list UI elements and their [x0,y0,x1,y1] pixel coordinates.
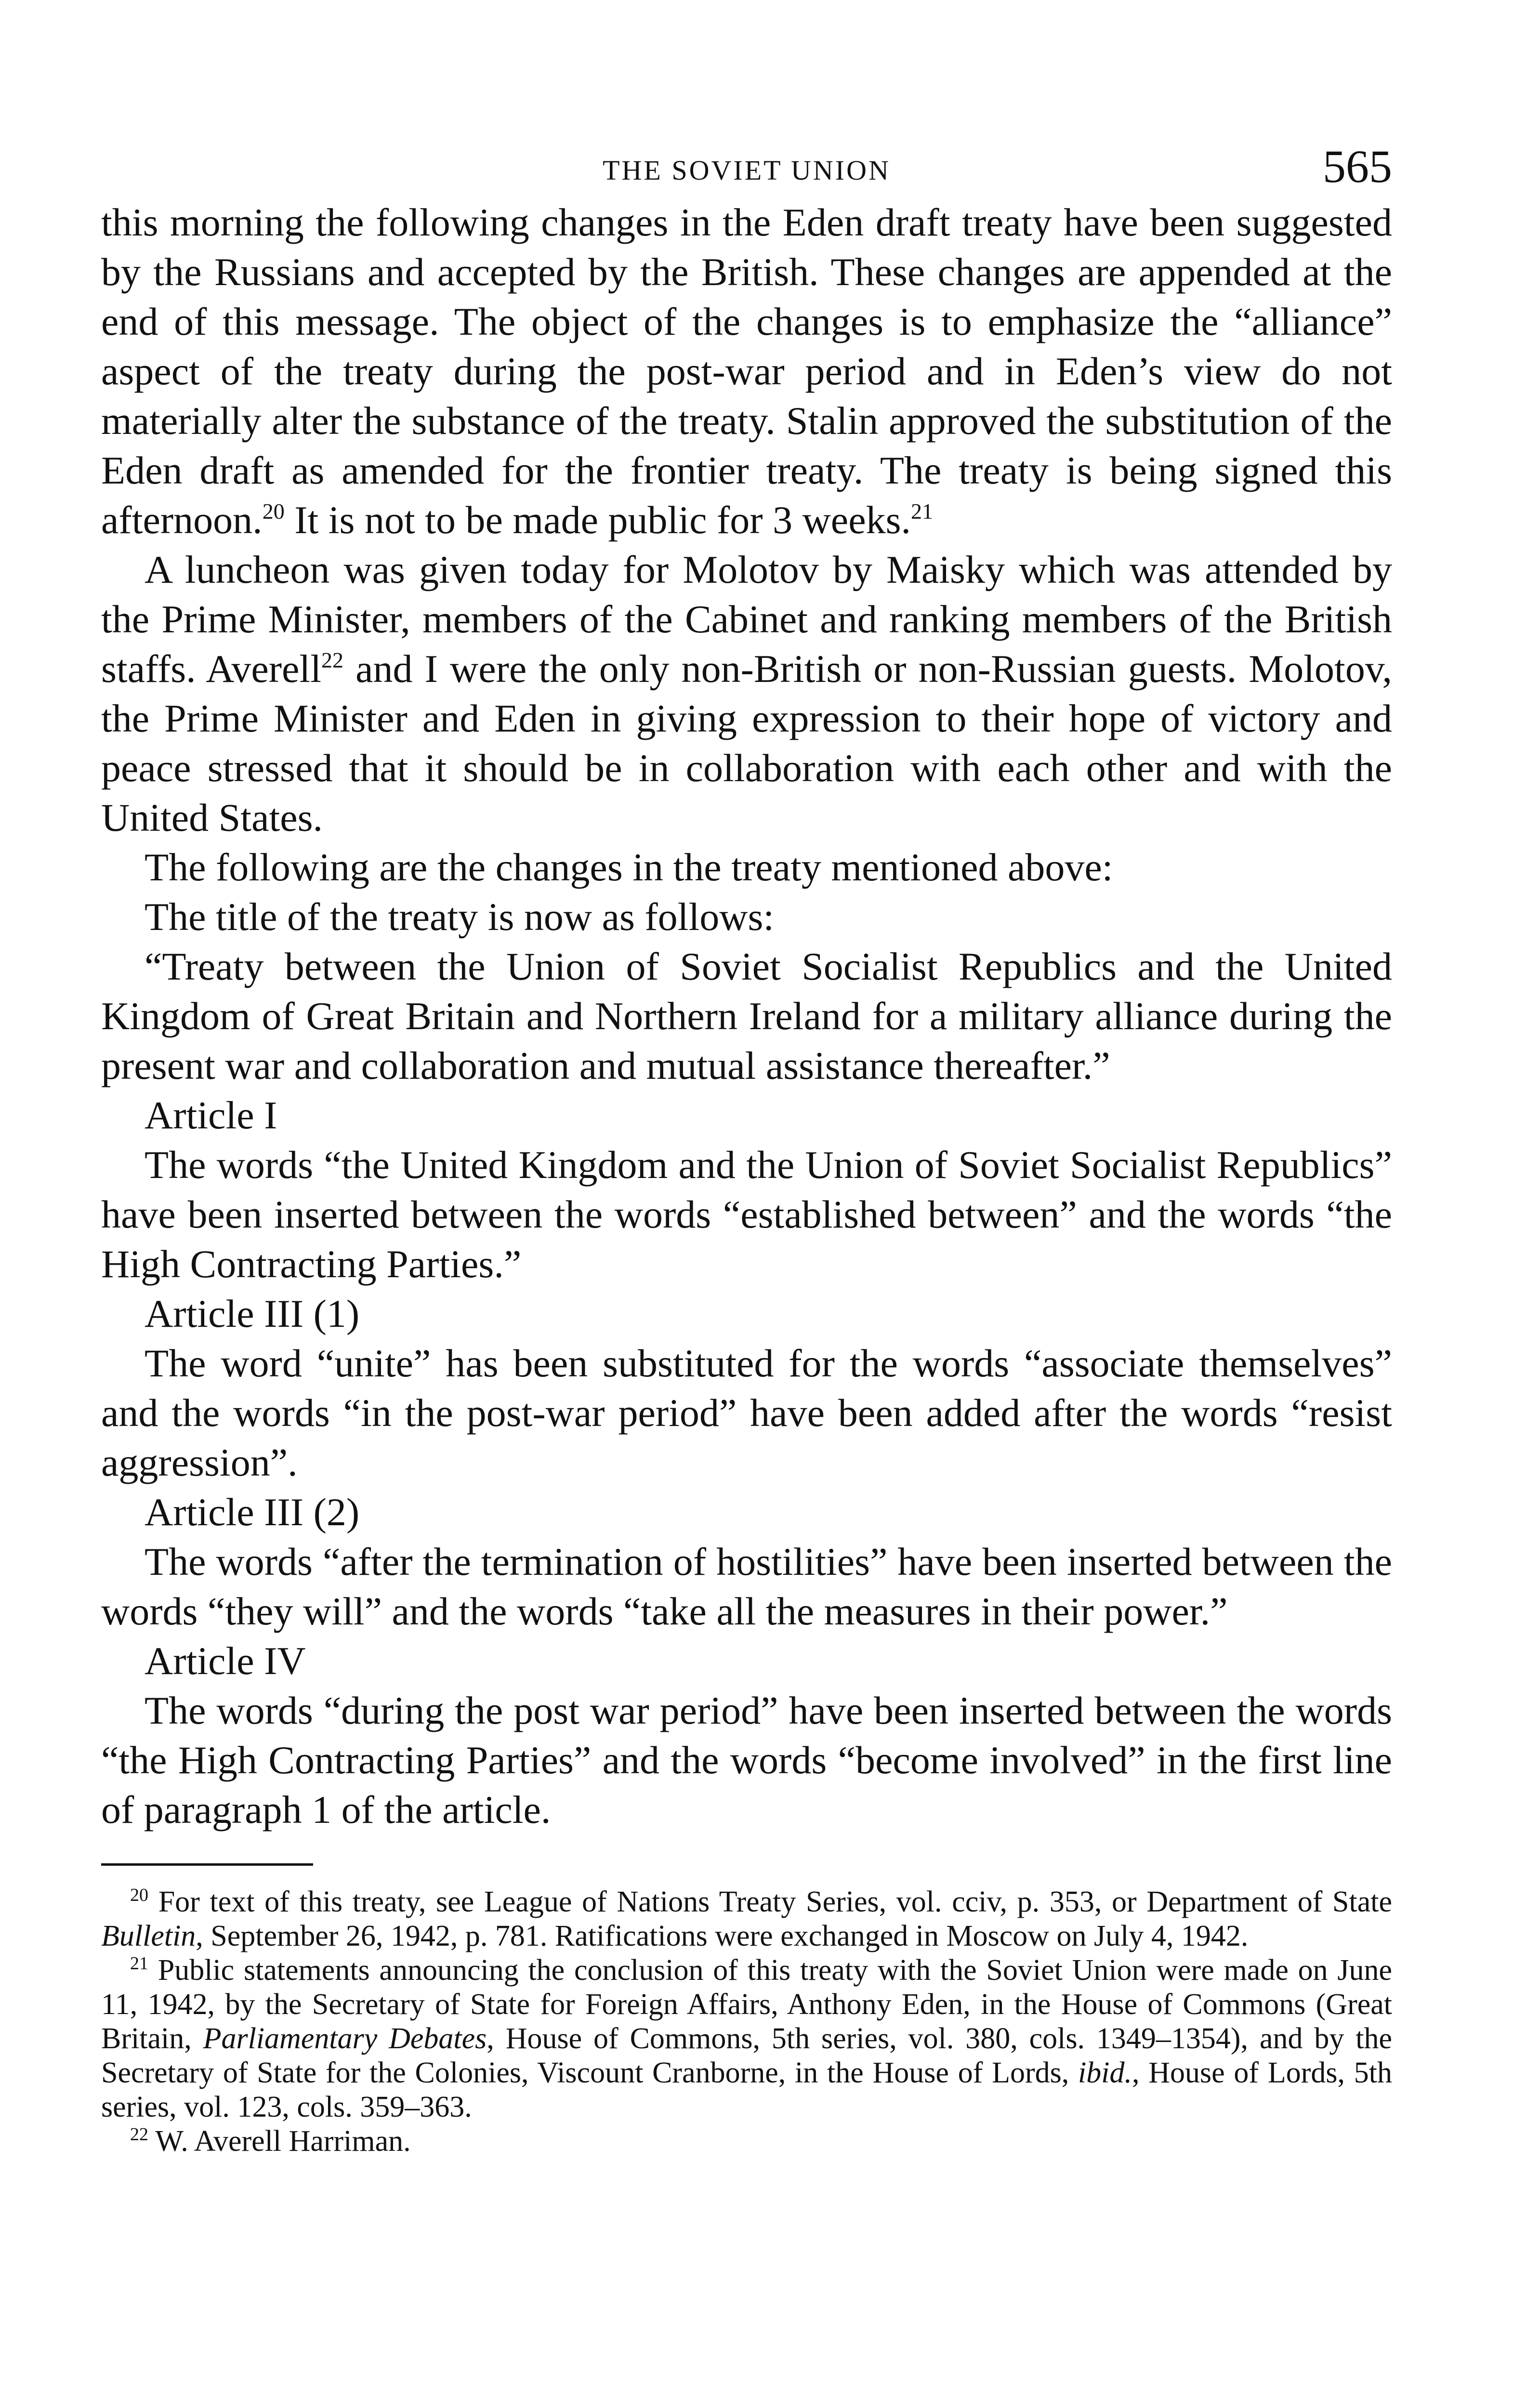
footnote-21-text-a: Public statements announcing the conclusion of this treaty with the Soviet Union were made on June 11, 1942, by the Secretary of State for Foreign Affairs, Anthony Eden, in the House of Commons (Great Britain, [101,1954,1392,2055]
paragraph-2 [101,545,1392,842]
footnote-20-text-a: For text of this treaty, see League of Nations Treaty Series, vol. cciv, p. 353, or Department of State [148,1885,1392,1918]
article-heading-1: Article I [145,1093,277,1137]
paragraph-1-text-b: It is not to be made public for 3 weeks. [284,498,911,542]
article-heading-3-2: Article III (2) [145,1490,360,1534]
footnote-21-italic-2: ibid. [1078,2056,1132,2089]
document-page [101,130,1392,2159]
footnote-20-text-b: , September 26, 1942, p. 781. Ratifications were exchanged in Moscow on July 4, 1942. [196,1920,1249,1952]
footnote-divider [101,1863,313,1866]
page-number: 565 [1323,141,1392,192]
paragraph-2-text-a: A luncheon was given today for Molotov by Maisky which was attended by the Prime Minister, members of the Cabinet and ranking members of the British staffs. Averell [101,548,1392,691]
article-heading-4: Article IV [145,1639,306,1683]
footnote-22-text: W. Averell Harriman. [148,2125,411,2158]
footnotes [101,1885,1392,2159]
footnote-21-number: 21 [130,1953,148,1974]
paragraph-8: The words “after the termination of hostilities” have been inserted between the words “they will” and the words “take all the measures in their power.” [101,1540,1392,1633]
footnote-20-number: 20 [130,1885,148,1905]
paragraph-1 [101,197,1392,545]
footnote-ref-21: 21 [911,499,933,523]
paragraph-1-text-a: this morning the following changes in the Eden draft treaty have been suggested by the Russians and accepted by the British. These changes are appended at the end of this message. The object of the changes is to emphasize the “alliance” aspect of the treaty during the post-war period and in Eden’s view do not materially alter the substance of the treaty. Stalin approved the substitution of the Eden draft as amended for the frontier treaty. The treaty is being signed this afternoon. [101,200,1392,542]
footnote-21-text-b: , House of Commons, 5th series, vol. 380, cols. 1349–1354), and by the Secretary of State for the Colonies, Viscount Cranborne, in the House of Lords, [101,2022,1393,2089]
footnote-20-italic: Bulletin [101,1920,196,1952]
footnote-22 [101,2124,1392,2159]
paragraph-4: The title of the treaty is now as follows: [145,895,775,939]
paragraph-9: The words “during the post war period” have been inserted between the words “the High Contracting Parties” and the words “become involved” in the first line of paragraph 1 of the article. [101,1688,1392,1832]
paragraph-5: “Treaty between the Union of Soviet Socialist Republics and the United Kingdom of Great Britain and Northern Ireland for a military alliance during the present war and collaboration and mutual assistance thereafter.” [101,944,1392,1087]
paragraph-6: The words “the United Kingdom and the Union of Soviet Socialist Republics” have been inserted between the words “established between” and the words “the High Contracting Parties.” [101,1143,1392,1286]
paragraph-2-text-b: and I were the only non-British or non-Russian guests. Molotov, the Prime Minister and Eden in giving expression to their hope of victory and peace stressed that it should be in collaboration with each other and with the United States. [101,647,1393,839]
paragraph-7: The word “unite” has been substituted for the words “associate themselves” and the words “in the post-war period” have been added after the words “resist aggression”. [101,1341,1392,1484]
footnote-21-text-c: , House of Lords, 5th series, vol. 123, cols. 359–363. [101,2056,1392,2123]
body-text [101,197,1392,1834]
footnote-ref-22: 22 [321,648,344,672]
footnote-ref-20: 20 [262,499,285,523]
paragraph-3: The following are the changes in the treaty mentioned above: [145,845,1113,889]
running-title: THE SOVIET UNION [603,155,891,186]
article-heading-3-1: Article III (1) [145,1292,360,1335]
footnote-20 [101,1885,1392,1953]
footnote-21 [101,1953,1392,2124]
footnote-21-italic-1: Parliamentary Debates [203,2022,487,2055]
footnote-22-number: 22 [130,2124,148,2145]
running-head [101,130,1392,197]
